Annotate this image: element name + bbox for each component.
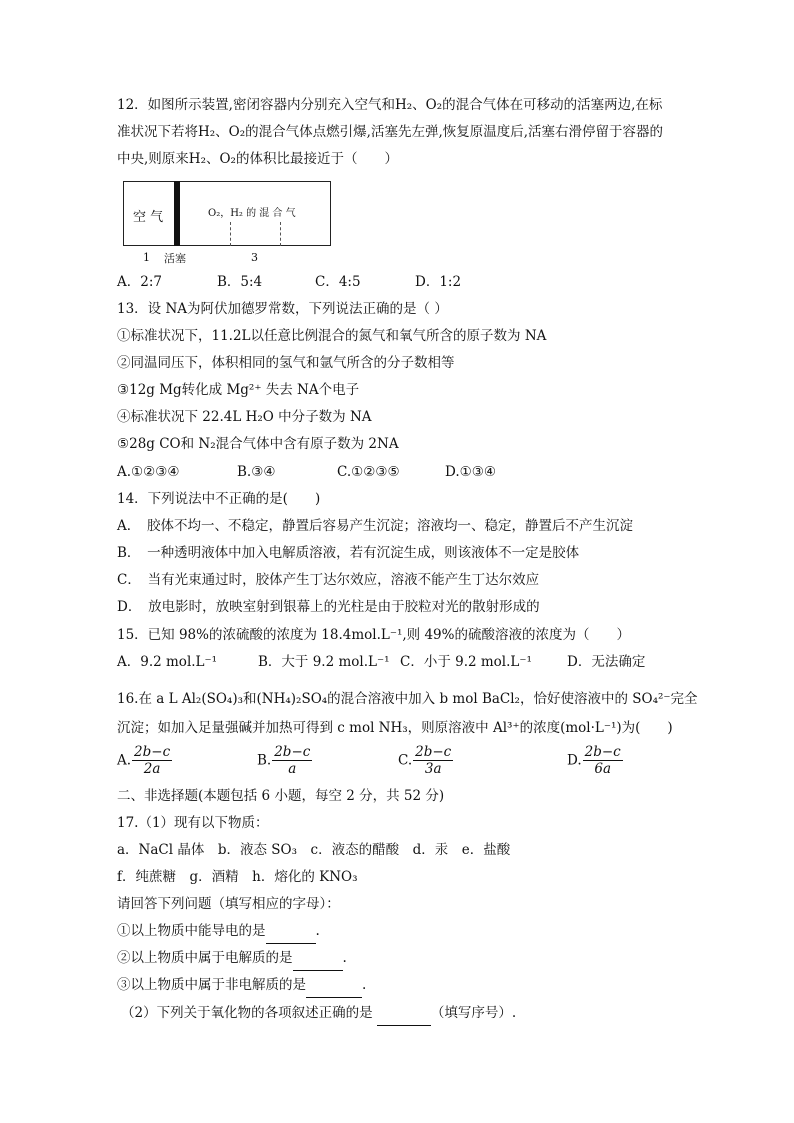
q16-c-numerator: 2b−c bbox=[415, 744, 452, 760]
q15-stem: 15．已知 98%的浓硫酸的浓度为 18.4mol.L⁻¹,则 49%的硫酸溶液的浓度为（ ） bbox=[117, 627, 630, 643]
piston-label: 活塞 bbox=[164, 252, 186, 265]
air-label: 空 气 bbox=[133, 210, 164, 225]
dashed-mark-2 bbox=[230, 222, 231, 246]
q17-substances-line-2: f．纯蔗糖 g．酒精 h．熔化的 KNO₃ bbox=[117, 869, 358, 885]
q13-item-2: ②同温同压下，体积相同的氢气和氩气所含的分子数相等 bbox=[117, 355, 455, 371]
q14-option-a: A． 胶体不均一、不稳定，静置后容易产生沉淀；溶液均一、稳定，静置后不产生沉淀 bbox=[117, 518, 633, 534]
q14-option-c: C． 当有光束通过时，胶体产生丁达尔效应，溶液不能产生丁达尔效应 bbox=[117, 572, 540, 588]
q15-option-c: C．小于 9.2 mol.L⁻¹ bbox=[400, 654, 532, 670]
q12-option-c: C．4:5 bbox=[315, 274, 361, 290]
answer-blank-nonelectrolyte[interactable] bbox=[306, 977, 362, 998]
piston bbox=[174, 181, 180, 246]
q16-d-numerator: 2b−c bbox=[584, 744, 621, 760]
q16-stem-line-1: 16.在 a L Al₂(SO₄)₃和(NH₄)₂SO₄的混合溶液中加入 b mol BaCl₂，恰好使溶液中的 SO₄²⁻完全 bbox=[117, 691, 698, 707]
q17-question-electrolyte: ②以上物质中属于电解质的是 . bbox=[117, 948, 347, 971]
q12-option-b: B．5:4 bbox=[217, 274, 263, 290]
q17-substances-line-1: a．NaCl 晶体 b．液态 SO₃ c．液态的醋酸 d．汞 e．盐酸 bbox=[117, 842, 511, 858]
q17-question-nonelectrolyte: ③以上物质中属于非电解质的是 . bbox=[117, 975, 366, 998]
q12-option-a: A．2:7 bbox=[117, 274, 162, 290]
q13-stem: 13．设 NA为阿伏加德罗常数，下列说法正确的是（ ） bbox=[117, 301, 448, 317]
dashed-mark-3 bbox=[280, 222, 281, 246]
q16-options bbox=[0, 744, 794, 784]
q16-option-a: A. $\frac{2b-c}{2a}$ bbox=[117, 744, 171, 777]
gas-mixture-label: O₂，H₂ 的 混 合 气 bbox=[208, 208, 296, 219]
q17-question-conductive: ①以上物质中能导电的是 . bbox=[117, 921, 320, 944]
q16-option-c: C. $\frac{2b-c}{3a}$ bbox=[398, 744, 452, 777]
q16-stem-line-2: 沉淀；如加入足量强碱并加热可得到 c mol NH₃，则原溶液中 Al³⁺的浓度(mol·L⁻¹)为( ) bbox=[117, 720, 673, 736]
q15-option-a: A．9.2 mol.L⁻¹ bbox=[117, 654, 218, 670]
q15-option-d: D．无法确定 bbox=[567, 654, 646, 670]
q13-option-d: D.①③④ bbox=[445, 464, 496, 480]
q13-option-b: B.③④ bbox=[237, 464, 276, 480]
q17-part2: （2）下列关于氧化物的各项叙述正确的是 （填写序号）. bbox=[121, 1003, 516, 1026]
q13-item-1: ①标准状况下，11.2L以任意比例混合的氮气和氧气所含的原子数为 NA bbox=[117, 328, 547, 344]
q16-option-d: D. $\frac{2b-c}{6a}$ bbox=[567, 744, 621, 777]
q16-a-numerator: 2b−c bbox=[134, 744, 171, 760]
q15-option-b: B．大于 9.2 mol.L⁻¹ bbox=[258, 654, 390, 670]
q13-item-4: ④标准状况下 22.4L H₂O 中分子数为 NA bbox=[117, 409, 372, 425]
q14-option-b: B． 一种透明液体中加入电解质溶液，若有沉淀生成，则该液体不一定是胶体 bbox=[117, 545, 580, 561]
mark-3-label: 3 bbox=[251, 251, 258, 264]
q16-a-denominator: 2a bbox=[143, 761, 161, 777]
answer-blank-oxides[interactable] bbox=[377, 1005, 431, 1026]
q12-stem-line-3: 中央,则原来H₂、O₂的体积比最接近于（ ） bbox=[117, 151, 398, 167]
q14-option-d: D． 放电影时，放映室射到银幕上的光柱是由于胶粒对光的散射形成的 bbox=[117, 599, 540, 615]
mark-1-label: 1 bbox=[143, 251, 150, 264]
q16-b-denominator: a bbox=[288, 761, 297, 777]
q13-item-5: ⑤28g CO和 N₂混合气体中含有原子数为 2NA bbox=[117, 436, 399, 452]
q13-item-3: ③12g Mg转化成 Mg²⁺ 失去 NA个电子 bbox=[117, 382, 360, 398]
q16-d-denominator: 6a bbox=[594, 761, 612, 777]
q16-b-numerator: 2b−c bbox=[274, 744, 311, 760]
q12-stem-line-1: 12．如图所示装置,密闭容器内分别充入空气和H₂、O₂的混合气体在可移动的活塞两边,在标 bbox=[117, 97, 663, 113]
q17-part1-heading: 17.（1）现有以下物质： bbox=[117, 815, 269, 831]
piston-container-diagram bbox=[123, 181, 331, 246]
q12-option-d: D．1:2 bbox=[415, 274, 462, 290]
section-heading: 二、非选择题(本题包括 6 小题，每空 2 分，共 52 分) bbox=[117, 788, 445, 804]
answer-blank-electrolyte[interactable] bbox=[293, 950, 343, 971]
q17-instruction: 请回答下列问题（填写相应的字母）： bbox=[117, 896, 340, 912]
q16-c-denominator: 3a bbox=[424, 761, 442, 777]
answer-blank-conductive[interactable] bbox=[266, 923, 316, 944]
q14-stem: 14．下列说法中不正确的是( ) bbox=[117, 491, 321, 507]
q12-stem-line-2: 准状况下若将H₂、O₂的混合气体点燃引爆,活塞先左弹,恢复原温度后,活塞右滑停留于容器的 bbox=[117, 124, 664, 140]
q16-option-b: B. $\frac{2b-c}{a}$ bbox=[257, 744, 311, 777]
q13-option-a: A.①②③④ bbox=[117, 464, 180, 480]
q13-option-c: C.①②③⑤ bbox=[337, 464, 400, 480]
